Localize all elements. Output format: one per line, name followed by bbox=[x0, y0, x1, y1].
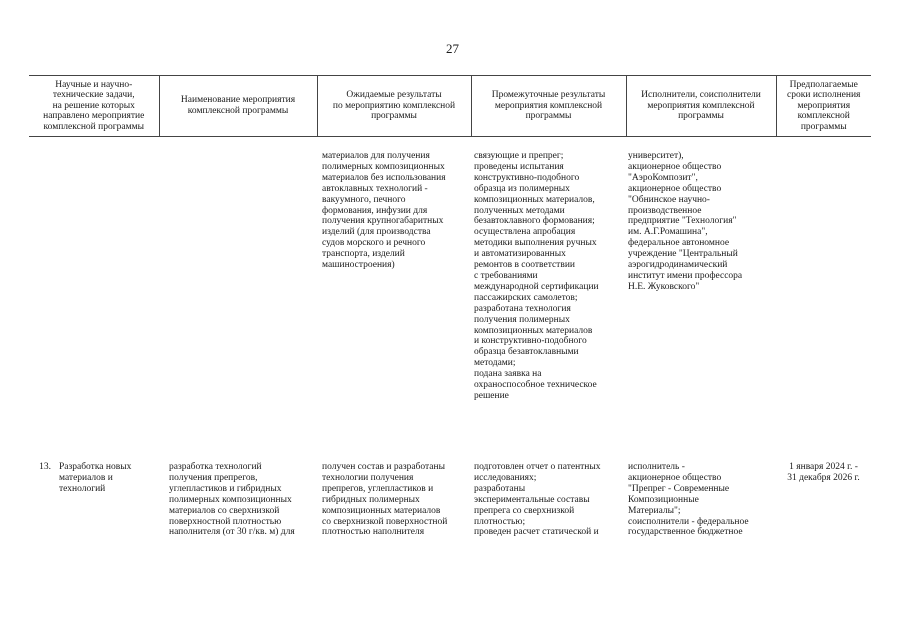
cont-expected-results: материалов для получения полимерных композиционных материалов без использования автоклавных технологий - вакуумного, печного формования, инфузии для получения крупногабаритных изделий (для производства судов морского и речного транспорта, изделий машиностроения) bbox=[322, 151, 446, 271]
header-activity: Наименование мероприятия комплексной программы bbox=[159, 76, 317, 137]
page-number: 27 bbox=[446, 41, 459, 56]
row-13-dates: 1 января 2024 г. - 31 декабря 2026 г. bbox=[787, 462, 860, 483]
row-13-activity: разработка технологий получения препрегов, углепластиков и гибридных полимерных композиционных материалов со сверхнизкой поверхностной плотностью наполнителя (от 30 г/кв. м) для bbox=[169, 462, 295, 538]
row-13-number: 13. bbox=[39, 462, 51, 472]
row-13-executors: исполнитель - акционерное общество "Препрег - Современные Композиционные Материалы"; соисполнители - федеральное государственное бюджетное bbox=[628, 462, 749, 538]
table-header bbox=[29, 75, 871, 137]
cont-executors: университет), акционерное общество "АэроКомпозит", акционерное общество "Обнинское научно- производственное предприятие "Технология" им. А.Г.Ромашина", федеральное автономное учреждение "Центральный аэрогидродинамический институт имени профессора Н.Е. Жуковского" bbox=[628, 151, 743, 292]
row-13-task: Разработка новых материалов и технологий bbox=[59, 462, 132, 494]
header-intermediate-results: Промежуточные результаты мероприятия комплексной программы bbox=[471, 76, 626, 137]
row-13-expected-results: получен состав и разработаны технологии получения препрегов, углепластиков и гибридных полимерных композиционных материалов со сверхнизкой поверхностной плотностью наполнителя bbox=[322, 462, 448, 538]
header-dates: Предполагаемые сроки исполнения мероприятия комплексной программы bbox=[776, 76, 871, 137]
cont-intermediate-results: связующие и препрег; проведены испытания конструктивно-подобного образца из полимерных композиционных материалов, полученных методами безавтоклавного формования; осуществлена апробация методики выполнения ручных и автоматизированных ремонтов в соответствии с требованиями международной сертификации пассажирских самолетов; разработана технология получения полимерных композиционных материалов и конструктивно-подобного образца безавтоклавными методами; подана заявка на охраноспособное техническое решение bbox=[474, 151, 599, 401]
header-executors: Исполнители, соисполнители мероприятия комплексной программы bbox=[626, 76, 776, 137]
header-expected-results: Ожидаемые результаты по мероприятию комплексной программы bbox=[317, 76, 471, 137]
row-13-intermediate-results: подготовлен отчет о патентных исследованиях; разработаны экспериментальные составы препрега со сверхнизкой плотностью; проведен расчет статической и bbox=[474, 462, 601, 538]
header-tasks: Научные и научно- технические задачи, на решение которых направлено мероприятие комплексной программы bbox=[29, 76, 159, 137]
